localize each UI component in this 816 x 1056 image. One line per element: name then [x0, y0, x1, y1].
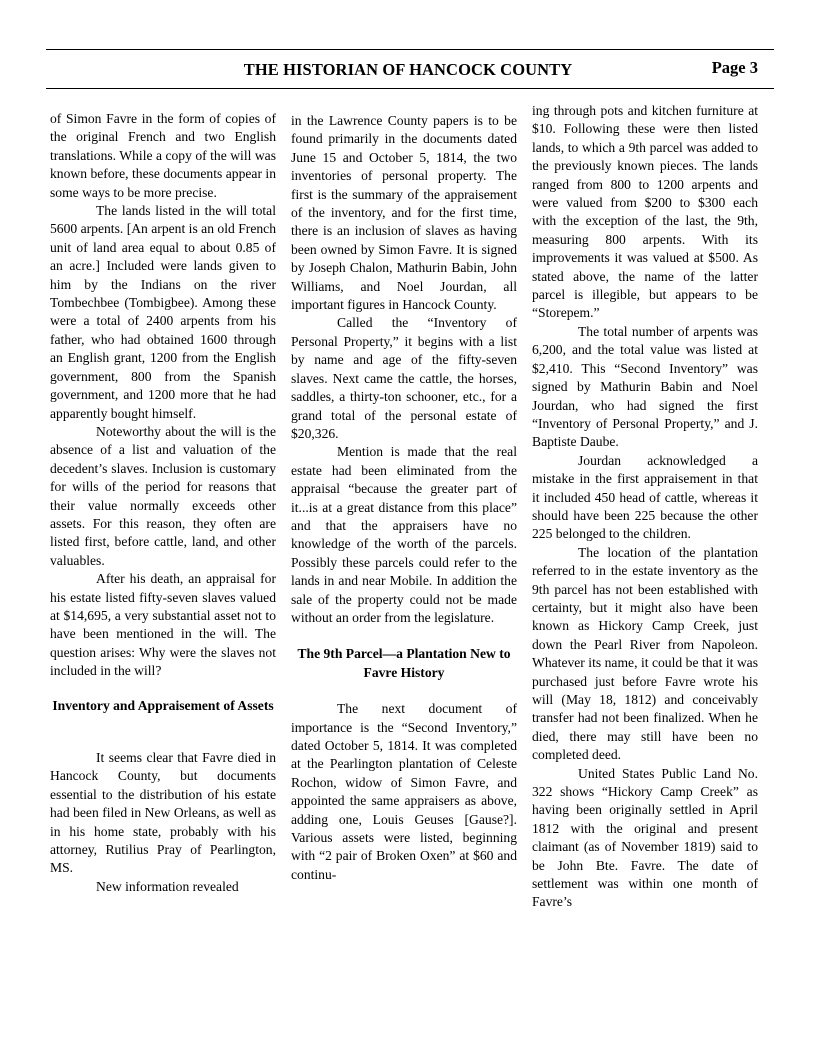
column-1 [50, 110, 276, 896]
column-2 [291, 112, 517, 884]
paragraph: It seems clear that Favre died in Hancock County, but documents essential to the distribution of his estate had been filed in New Orleans, as well as in his home state, probably with his attorney, Rutilius Pray of Pearlington, MS. [50, 750, 276, 876]
column-3 [532, 102, 758, 912]
paragraph: Noteworthy about the will is the absence of a list and valuation of the decedent’s slaves. Inclusion is customary for wills of the period for reasons that their value normally exceeds other assets. For this reason, they often are listed first, before cattle, land, and other valuables. [50, 423, 276, 568]
paragraph: New information revealed [96, 878, 239, 894]
paragraph: The lands listed in the will total 5600 arpents. [An arpent is an old French unit of land area equal to about 0.85 of an acre.] Included were lands given to him by the Indians on the river Tombechbee (Tombigbee). Among these were a total of 2400 arpents from his father, who had obtained 1600 through an English grant, 1200 from the English government, 800 from the Spanish government, and 1200 more that he had apparently bought himself. [50, 203, 276, 421]
paragraph: Mention is made that the real estate had been eliminated from the appraisal “because the greater part of it...is at a great distance from this place” and that the appraisers have no knowledge of the worth of the parcels. Possibly these parcels could refer to the lands in and near Mobile. In addition the sale of the property could not be made without an order from the legislature. [291, 444, 517, 625]
newsletter-title: THE HISTORIAN OF HANCOCK COUNTY [243, 60, 573, 79]
paragraph: of Simon Favre in the form of copies of the original French and two English translations. While a copy of the will was known before, these documents appear in some ways to be more precise. [50, 111, 276, 200]
paragraph: The location of the plantation referred to in the estate inventory as the 9th parcel has not been established with certainty, but it might also have been known as Hickory Camp Creek, just down the Pearl River from Napoleon. Whatever its name, it could be that it was purchased just before Favre wrote his will (May 18, 1812) and conceivably transfer had not been finalized. When he died, there may still have been no completed deed. [532, 544, 758, 763]
paragraph: Called the “Inventory of Personal Property,” it begins with a list by name and age of the fifty-seven slaves. Next came the cattle, the horses, saddles, a thirty-ton schooner, etc., for a grand total of the personal estate of $20,326. [291, 315, 517, 441]
header-top-rule [46, 49, 774, 50]
paragraph: ing through pots and kitchen furniture at $10. Following these were then listed lands, to which a 9th parcel was added to the previously known pieces. The lands ranged from 800 to 1200 arpents and were valued from $200 to $300 each with the exception of the last, the 9th, measuring 800 arpents. With its improvements it was valued at $500. As stated above, the name of the latter parcel is illegible, but appears to be “Storepem.” [532, 103, 758, 321]
paragraph: The next document of importance is the “Second Inventory,” dated October 5, 1814. It was completed at the Pearlington plantation of Celeste Rochon, widow of Simon Favre, and appointed the same appraisers as above, adding one, Louis Geuses [Gause?]. Various assets were listed, beginning with “2 pair of Broken Oxen” at $60 and continu- [291, 701, 517, 882]
paragraph: in the Lawrence County papers is to be found primarily in the documents dated June 15 and October 5, 1814, the two inventories of personal property. The first is the summary of the appraisement of the inventory, and for the first time, there is an inclusion of slaves as having been owned by Simon Favre. It is signed by Joseph Chalon, Mathurin Babin, John Williams, and Noel Jourdan, all important figures in Hancock County. [291, 113, 517, 313]
paragraph: United States Public Land No. 322 shows “Hickory Camp Creek” as having been originally settled in April 1812 with the original and present claimant (as of November 1819) said to be John Bte. Favre. The date of settlement was within one month of Favre’s [532, 765, 758, 910]
paragraph: Jourdan acknowledged a mistake in the first appraisement in that it included 450 head of cattle, whereas it should have been 225 because the other 225 belonged to the children. [532, 452, 758, 542]
paragraph: The total number of arpents was 6,200, and the total value was listed at $2,410. This “Second Inventory” was signed by Mathurin Babin and Noel Jourdan, who had signed the first “Inventory of Personal Property,” and J. Baptiste Daube. [532, 323, 758, 450]
paragraph: After his death, an appraisal for his estate listed fifty-seven slaves valued at $14,695, a very substantial asset not to have been mentioned in the will. The question arises: Why were the slaves not included in the will? [50, 571, 276, 679]
section-heading: Inventory and Appraisement of Assets [52, 697, 274, 713]
header-bottom-rule [46, 88, 774, 89]
section-heading: The 9th Parcel—a Plantation New to Favre History [297, 646, 511, 680]
page-number: Page 3 [711, 58, 758, 77]
